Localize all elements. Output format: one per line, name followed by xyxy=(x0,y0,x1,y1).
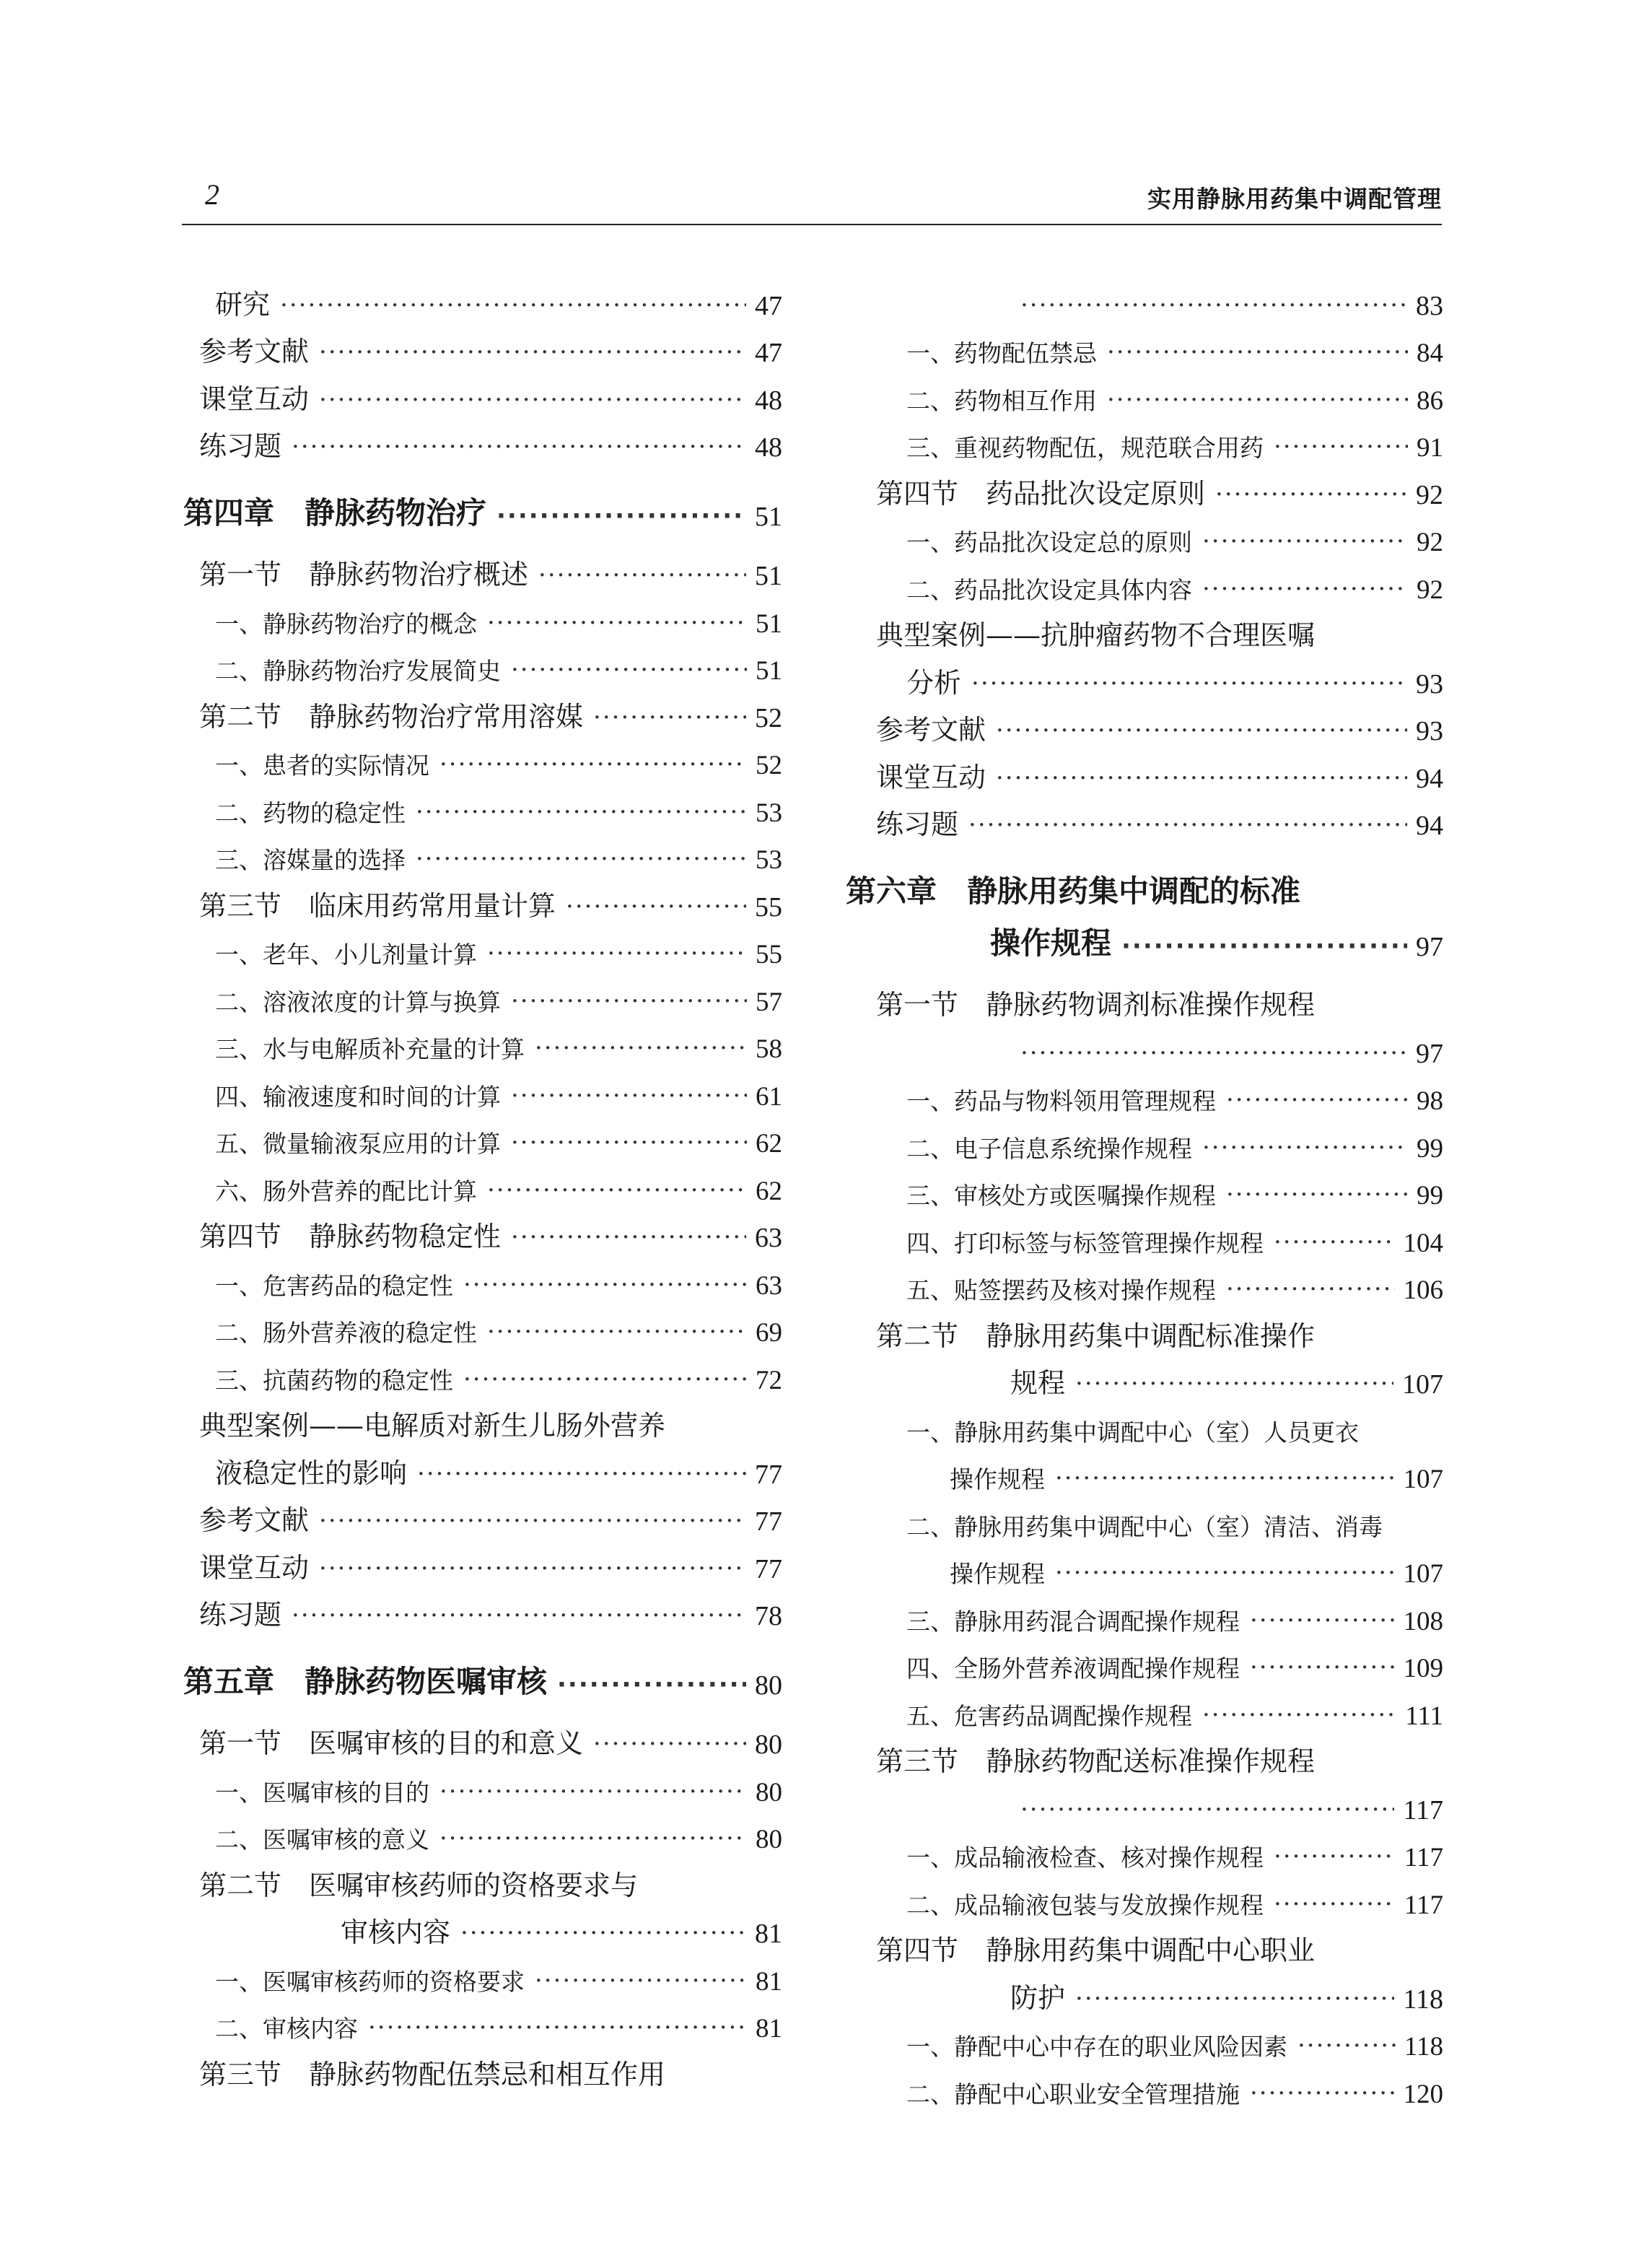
leader-dots xyxy=(1202,577,1408,606)
leader-dots xyxy=(1226,1182,1408,1211)
toc-entry-title: 六、肠外营养的配比计算 xyxy=(215,1177,477,1205)
toc-entry-page: 99 xyxy=(1417,1133,1443,1164)
toc-entry-page: 47 xyxy=(755,290,782,321)
toc-entry-title: 第四节 静脉药物稳定性 xyxy=(199,1221,502,1252)
toc-entry-title: 第六章 静脉用药集中调配的标准 xyxy=(846,873,1301,909)
toc-entry-title: 一、危害药品的稳定性 xyxy=(215,1271,453,1300)
toc-entry-title: 二、药物相互作用 xyxy=(906,386,1097,415)
toc-item[interactable] xyxy=(846,1826,1443,1874)
toc-entry-page: 97 xyxy=(1416,932,1443,962)
toc-entry-page: 86 xyxy=(1417,385,1443,416)
leader-dots xyxy=(1020,293,1407,322)
leader-dots xyxy=(460,1921,746,1950)
leader-dots xyxy=(1226,1088,1408,1117)
toc-entry-title: 四、输液速度和时间的计算 xyxy=(215,1082,501,1111)
toc-entry-title: 第三节 静脉药物配送标准操作规程 xyxy=(876,1745,1316,1777)
leader-dots xyxy=(511,1225,746,1254)
leader-dots xyxy=(1020,1041,1407,1070)
toc-entry-page: 117 xyxy=(1404,1843,1443,1872)
toc-entry-page: 62 xyxy=(756,1129,782,1159)
toc-entry-page: 83 xyxy=(1416,290,1443,321)
toc-entry-page: 120 xyxy=(1403,2079,1443,2109)
leader-dots xyxy=(439,1826,747,1855)
toc-entry-title: 一、药品与物料领用管理规程 xyxy=(906,1087,1216,1115)
toc-entry-page: 80 xyxy=(756,1825,782,1854)
toc-entry-title: 三、溶媒量的选择 xyxy=(215,846,406,874)
toc-entry-title: 课堂互动 xyxy=(876,761,986,793)
toc-entry-title: 二、溶液浓度的计算与换算 xyxy=(215,987,501,1016)
toc-entry-page: 51 xyxy=(756,609,782,639)
toc-entry-title: 一、静配中心中存在的职业风险因素 xyxy=(906,2033,1287,2061)
leader-dots xyxy=(538,563,746,592)
leader-dots xyxy=(463,1367,747,1396)
toc-item-continuation[interactable] xyxy=(846,1543,1443,1590)
leader-dots xyxy=(1226,1277,1395,1306)
toc-entry-page: 93 xyxy=(1416,716,1443,746)
toc-entry-title: 二、药品批次设定具体内容 xyxy=(906,575,1192,604)
leader-dots xyxy=(1055,1466,1395,1495)
toc-entry-title: 典型案例——电解质对新生儿肠外营养 xyxy=(199,1410,666,1442)
leader-dots xyxy=(417,1462,746,1491)
leader-dots xyxy=(416,847,747,876)
toc-entry-title: 一、医嘱审核的目的 xyxy=(215,1778,429,1807)
toc-entry-page: 55 xyxy=(756,940,782,969)
toc-item[interactable] xyxy=(846,1637,1443,1685)
toc-item-continuation[interactable] xyxy=(846,1448,1443,1496)
toc-item[interactable] xyxy=(183,1348,782,1396)
leader-dots xyxy=(1274,1844,1396,1873)
leader-dots xyxy=(292,435,746,463)
toc-entry-page: 107 xyxy=(1403,1465,1443,1494)
toc-entry-title: 一、成品输液检查、核对操作规程 xyxy=(906,1844,1264,1872)
toc-section[interactable] xyxy=(183,1207,782,1255)
toc-entry-page: 117 xyxy=(1404,1890,1443,1920)
toc-entry-page: 51 xyxy=(755,502,782,532)
toc-section[interactable] xyxy=(183,533,782,592)
toc-item[interactable] xyxy=(183,734,782,782)
toc-item[interactable] xyxy=(183,1018,782,1065)
toc-item[interactable] xyxy=(183,1254,782,1301)
toc-section[interactable] xyxy=(846,1306,1443,1353)
toc-item[interactable] xyxy=(183,1301,782,1349)
toc-entry[interactable] xyxy=(183,369,782,416)
leader-dots xyxy=(487,1320,747,1348)
toc-section[interactable] xyxy=(846,463,1443,511)
leader-dots xyxy=(416,800,747,829)
toc-entry-page: 63 xyxy=(755,1223,782,1253)
toc-entry-title: 三、抗菌药物的稳定性 xyxy=(215,1366,453,1395)
toc-entry[interactable] xyxy=(846,747,1443,795)
toc-entry-page: 63 xyxy=(756,1270,782,1301)
toc-entry-page: 106 xyxy=(1403,1275,1443,1305)
leader-dots xyxy=(1107,340,1408,369)
toc-entry-page: 91 xyxy=(1417,433,1443,463)
toc-entry-page: 118 xyxy=(1404,2032,1443,2062)
leader-dots xyxy=(487,611,747,640)
toc-entry-title: 参考文献 xyxy=(876,714,986,746)
toc-item[interactable] xyxy=(183,1950,782,1997)
toc-entry-title: 一、医嘱审核药师的资格要求 xyxy=(215,1967,525,1996)
page-header xyxy=(182,173,1442,225)
leader-dots xyxy=(1121,934,1407,963)
toc-entry-title: 第一节 静脉药物治疗概述 xyxy=(199,559,529,590)
toc-entry-title: 一、药物配伍禁忌 xyxy=(906,339,1097,367)
toc-entry-title: 练习题 xyxy=(876,808,959,840)
toc-entry-page: 47 xyxy=(755,338,782,368)
toc-entry-page: 117 xyxy=(1403,1794,1443,1826)
toc-entry-title: 审核内容 xyxy=(341,1916,451,1948)
leader-dots xyxy=(996,718,1407,747)
toc-entry-title: 第一节 医嘱审核的目的和意义 xyxy=(199,1727,584,1759)
toc-entry-title: 第二节 静脉药物治疗常用溶媒 xyxy=(199,700,584,733)
leader-dots xyxy=(535,1968,747,1997)
leader-dots xyxy=(368,2015,747,2044)
toc-entry-title: 二、静配中心职业安全管理措施 xyxy=(906,2080,1240,2108)
leader-dots xyxy=(1202,1703,1396,1732)
toc-entry-title: 一、老年、小儿剂量计算 xyxy=(215,941,477,969)
toc-section-continuation[interactable] xyxy=(846,1968,1443,2015)
toc-item[interactable] xyxy=(846,416,1443,464)
toc-entry-page: 48 xyxy=(755,385,782,416)
toc-item[interactable] xyxy=(183,592,782,640)
toc-entry-page: 51 xyxy=(755,561,782,591)
toc-entry-title: 规程 xyxy=(1010,1367,1066,1399)
toc-entry-page: 61 xyxy=(756,1081,782,1112)
toc-case-continuation[interactable] xyxy=(846,653,1443,700)
leader-dots xyxy=(319,1556,746,1585)
toc-section-continuation[interactable] xyxy=(846,1779,1443,1826)
toc-item[interactable] xyxy=(183,1808,782,1856)
leader-dots xyxy=(292,1603,746,1632)
toc-entry-title: 二、肠外营养液的稳定性 xyxy=(215,1319,477,1347)
toc-item[interactable] xyxy=(183,1761,782,1808)
leader-dots xyxy=(1055,1561,1395,1589)
toc-entry[interactable] xyxy=(183,1538,782,1585)
toc-entry[interactable] xyxy=(183,1491,782,1538)
toc-entry-title: 三、静脉用药混合调配操作规程 xyxy=(906,1607,1240,1636)
toc-entry-page: 58 xyxy=(756,1034,782,1064)
toc-entry[interactable] xyxy=(846,795,1443,842)
toc-case-continuation[interactable] xyxy=(183,1443,782,1491)
toc-item[interactable] xyxy=(183,1065,782,1112)
toc-section[interactable] xyxy=(183,1701,782,1761)
leader-dots xyxy=(319,340,746,369)
toc-entry-page: 81 xyxy=(756,1966,782,1997)
leader-dots xyxy=(1202,1135,1408,1164)
leader-dots xyxy=(593,1732,746,1761)
toc-entry[interactable] xyxy=(183,1585,782,1633)
toc-entry-title: 二、医嘱审核的意义 xyxy=(215,1826,429,1854)
toc-entry-title: 研究 xyxy=(215,288,271,320)
leader-dots xyxy=(1250,1655,1395,1684)
leader-dots xyxy=(557,1672,746,1701)
toc-item[interactable] xyxy=(846,1495,1443,1543)
toc-entry-page: 77 xyxy=(755,1459,782,1490)
leader-dots xyxy=(968,813,1407,842)
leader-dots xyxy=(1250,2081,1395,2110)
toc-section-continuation[interactable] xyxy=(846,274,1443,322)
toc-section-continuation[interactable] xyxy=(846,1022,1443,1070)
page-number: 2 xyxy=(205,178,219,211)
toc-entry-page: 77 xyxy=(755,1506,782,1537)
toc-entry-page: 77 xyxy=(755,1553,782,1584)
leader-dots xyxy=(487,1178,747,1207)
toc-entry-page: 52 xyxy=(756,751,782,780)
toc-section[interactable] xyxy=(846,963,1443,1022)
toc-item[interactable] xyxy=(183,923,782,971)
toc-entry-title: 第四章 静脉药物治疗 xyxy=(183,495,487,531)
toc-entry-title: 操作规程 xyxy=(950,1465,1045,1493)
toc-entry-page: 81 xyxy=(756,2014,782,2044)
leader-dots xyxy=(593,705,746,734)
toc-entry-page: 51 xyxy=(756,656,782,686)
toc-section[interactable] xyxy=(846,1921,1443,1968)
toc-entry[interactable] xyxy=(183,416,782,464)
toc-item[interactable] xyxy=(846,1164,1443,1212)
toc-entry-title: 三、水与电解质补充量的计算 xyxy=(215,1035,525,1063)
toc-entry-title: 分析 xyxy=(906,666,962,699)
leader-dots xyxy=(280,293,746,322)
toc-entry-title: 二、静脉药物治疗发展简史 xyxy=(215,657,501,685)
toc-entry-title: 第三节 静脉药物配伍禁忌和相互作用 xyxy=(199,2058,666,2090)
leader-dots xyxy=(1020,1797,1394,1826)
toc-left-column xyxy=(183,274,782,2092)
leader-dots xyxy=(319,1509,746,1538)
toc-entry-title: 一、药品批次设定总的原则 xyxy=(906,528,1192,557)
toc-entry-page: 92 xyxy=(1417,528,1443,557)
toc-entry-title: 三、重视药物配伍，规范联合用药 xyxy=(906,434,1264,462)
toc-entry-title: 三、审核处方或医嘱操作规程 xyxy=(906,1182,1216,1210)
toc-entry-page: 57 xyxy=(756,987,782,1017)
toc-entry-page: 111 xyxy=(1405,1701,1443,1731)
toc-case-heading[interactable] xyxy=(183,1396,782,1444)
toc-entry-title: 五、危害药品调配操作规程 xyxy=(906,1701,1192,1730)
toc-item[interactable] xyxy=(846,511,1443,559)
toc-entry-page: 80 xyxy=(756,1777,782,1807)
toc-entry-title: 参考文献 xyxy=(199,1504,310,1536)
toc-section-continuation[interactable] xyxy=(183,1903,782,1950)
leader-dots xyxy=(439,752,747,781)
leader-dots xyxy=(319,388,746,416)
toc-item[interactable] xyxy=(846,2062,1443,2110)
toc-section[interactable] xyxy=(183,2044,782,2092)
toc-entry-page: 108 xyxy=(1403,1606,1443,1636)
toc-entry-page: 69 xyxy=(756,1318,782,1348)
toc-entry-title: 四、打印标签与标签管理操作规程 xyxy=(906,1229,1264,1257)
toc-section[interactable] xyxy=(183,686,782,734)
toc-item[interactable] xyxy=(846,1211,1443,1259)
toc-entry-page: 92 xyxy=(1417,575,1443,605)
toc-entry-page: 98 xyxy=(1417,1086,1443,1116)
toc-entry-page: 52 xyxy=(755,702,782,733)
toc-entry-title: 二、电子信息系统操作规程 xyxy=(906,1134,1192,1163)
toc-entry-title: 第四节 药品批次设定原则 xyxy=(876,477,1206,510)
toc-entry-page: 84 xyxy=(1417,339,1443,368)
toc-entry-page: 53 xyxy=(756,798,782,828)
toc-entry-page: 97 xyxy=(1416,1038,1443,1069)
toc-item[interactable] xyxy=(846,1873,1443,1921)
leader-dots xyxy=(1075,1986,1394,2015)
toc-entry-page: 107 xyxy=(1402,1369,1443,1400)
toc-entry-title: 一、静脉用药集中调配中心（室）人员更衣 xyxy=(906,1418,1359,1447)
toc-entry-title: 练习题 xyxy=(199,1599,282,1631)
toc-entry-page: 80 xyxy=(755,1670,782,1701)
toc-entry-title: 防护 xyxy=(1010,1981,1066,2014)
toc-entry-page: 99 xyxy=(1417,1181,1443,1211)
toc-item[interactable] xyxy=(183,829,782,876)
toc-item[interactable] xyxy=(846,1259,1443,1307)
toc-entry-page: 72 xyxy=(756,1365,782,1395)
toc-entry-title: 操作规程 xyxy=(950,1560,1045,1588)
toc-entry-title: 第二节 医嘱审核药师的资格要求与 xyxy=(199,1869,639,1901)
leader-dots xyxy=(511,1083,747,1112)
toc-entry-title: 二、静脉用药集中调配中心（室）清洁、消毒 xyxy=(906,1512,1383,1541)
toc-item[interactable] xyxy=(846,558,1443,606)
leader-dots xyxy=(1202,529,1408,558)
leader-dots xyxy=(1107,388,1408,416)
toc-entry-title: 操作规程 xyxy=(990,925,1112,961)
toc-entry-page: 62 xyxy=(756,1176,782,1206)
toc-entry-page: 107 xyxy=(1403,1559,1443,1589)
leader-dots xyxy=(1215,482,1407,511)
toc-entry-page: 109 xyxy=(1403,1654,1443,1683)
toc-item[interactable] xyxy=(183,1997,782,2045)
toc-entry-title: 第三节 临床用药常用量计算 xyxy=(199,889,556,922)
toc-entry[interactable] xyxy=(183,322,782,370)
toc-entry-title: 二、药物的稳定性 xyxy=(215,798,406,827)
book-title: 实用静脉用药集中调配管理 xyxy=(1147,185,1442,213)
toc-entry[interactable] xyxy=(846,700,1443,748)
leader-dots xyxy=(996,766,1407,795)
toc-entry-title: 练习题 xyxy=(199,430,282,462)
toc-chapter[interactable] xyxy=(183,463,782,533)
toc-item[interactable] xyxy=(183,1112,782,1160)
leader-dots xyxy=(487,941,747,970)
toc-section[interactable] xyxy=(183,876,782,923)
toc-item[interactable] xyxy=(183,970,782,1018)
toc-item[interactable] xyxy=(183,1159,782,1207)
leader-dots xyxy=(1297,2033,1396,2062)
toc-item[interactable] xyxy=(846,1070,1443,1117)
leader-dots xyxy=(535,1036,747,1065)
toc-entry-page: 53 xyxy=(756,845,782,875)
toc-chapter-continuation[interactable] xyxy=(846,911,1443,963)
toc-item[interactable] xyxy=(183,640,782,687)
toc-entry-title: 第五章 静脉药物医嘱审核 xyxy=(183,1664,548,1699)
toc-entry-title: 典型案例——抗肿瘤药物不合理医嘱 xyxy=(876,619,1316,651)
toc-entry-page: 78 xyxy=(755,1601,782,1631)
toc-entry[interactable] xyxy=(183,274,782,322)
toc-item[interactable] xyxy=(846,2015,1443,2063)
toc-entry-title: 五、微量输液泵应用的计算 xyxy=(215,1130,501,1158)
leader-dots xyxy=(566,894,746,923)
toc-case-heading[interactable] xyxy=(846,606,1443,653)
toc-entry-title: 二、审核内容 xyxy=(215,2015,358,2043)
toc-right-column xyxy=(846,274,1443,2110)
toc-item[interactable] xyxy=(846,1400,1443,1448)
toc-entry-title: 参考文献 xyxy=(199,336,310,367)
toc-section[interactable] xyxy=(183,1855,782,1903)
toc-entry-page: 94 xyxy=(1416,811,1443,841)
leader-dots xyxy=(1274,435,1408,463)
toc-entry-title: 课堂互动 xyxy=(199,383,310,415)
toc-entry-page: 55 xyxy=(755,891,782,923)
toc-chapter[interactable] xyxy=(846,842,1443,911)
toc-entry-page: 80 xyxy=(755,1730,782,1760)
leader-dots xyxy=(496,504,746,533)
toc-entry-page: 104 xyxy=(1403,1228,1443,1258)
toc-entry-title: 一、静脉药物治疗的概念 xyxy=(215,609,477,638)
leader-dots xyxy=(971,671,1407,700)
leader-dots xyxy=(511,658,747,686)
leader-dots xyxy=(511,1130,747,1159)
toc-entry-title: 第一节 静脉药物调剂标准操作规程 xyxy=(876,989,1316,1021)
toc-section[interactable] xyxy=(846,1732,1443,1779)
toc-entry-title: 第二节 静脉用药集中调配标准操作 xyxy=(876,1320,1316,1352)
toc-item[interactable] xyxy=(846,1684,1443,1732)
toc-item[interactable] xyxy=(846,1589,1443,1637)
toc-entry-page: 94 xyxy=(1416,763,1443,794)
toc-entry-page: 48 xyxy=(755,432,782,463)
leader-dots xyxy=(1274,1892,1396,1921)
leader-dots xyxy=(1274,1230,1395,1259)
toc-item[interactable] xyxy=(846,322,1443,370)
toc-chapter[interactable] xyxy=(183,1632,782,1701)
toc-item[interactable] xyxy=(846,369,1443,416)
toc-entry-title: 一、患者的实际情况 xyxy=(215,751,429,780)
toc-entry-page: 92 xyxy=(1416,479,1443,510)
leader-dots xyxy=(1075,1371,1393,1400)
toc-entry-title: 液稳定性的影响 xyxy=(215,1457,408,1489)
toc-entry-page: 93 xyxy=(1416,668,1443,699)
leader-dots xyxy=(511,989,747,1018)
toc-section-continuation[interactable] xyxy=(846,1353,1443,1401)
leader-dots xyxy=(1250,1608,1395,1637)
leader-dots xyxy=(439,1779,747,1808)
toc-entry-page: 81 xyxy=(755,1919,782,1949)
toc-entry-title: 四、全肠外营养液调配操作规程 xyxy=(906,1654,1240,1683)
toc-item[interactable] xyxy=(183,781,782,829)
toc-entry-title: 第四节 静脉用药集中调配中心职业 xyxy=(876,1935,1316,1966)
toc-entry-title: 课堂互动 xyxy=(199,1551,310,1584)
toc-item[interactable] xyxy=(846,1117,1443,1164)
toc-entry-title: 五、贴签摆药及核对操作规程 xyxy=(906,1276,1216,1304)
toc-entry-title: 二、成品输液包装与发放操作规程 xyxy=(906,1890,1264,1919)
toc-entry-page: 118 xyxy=(1403,1984,1443,2015)
leader-dots xyxy=(463,1273,747,1301)
